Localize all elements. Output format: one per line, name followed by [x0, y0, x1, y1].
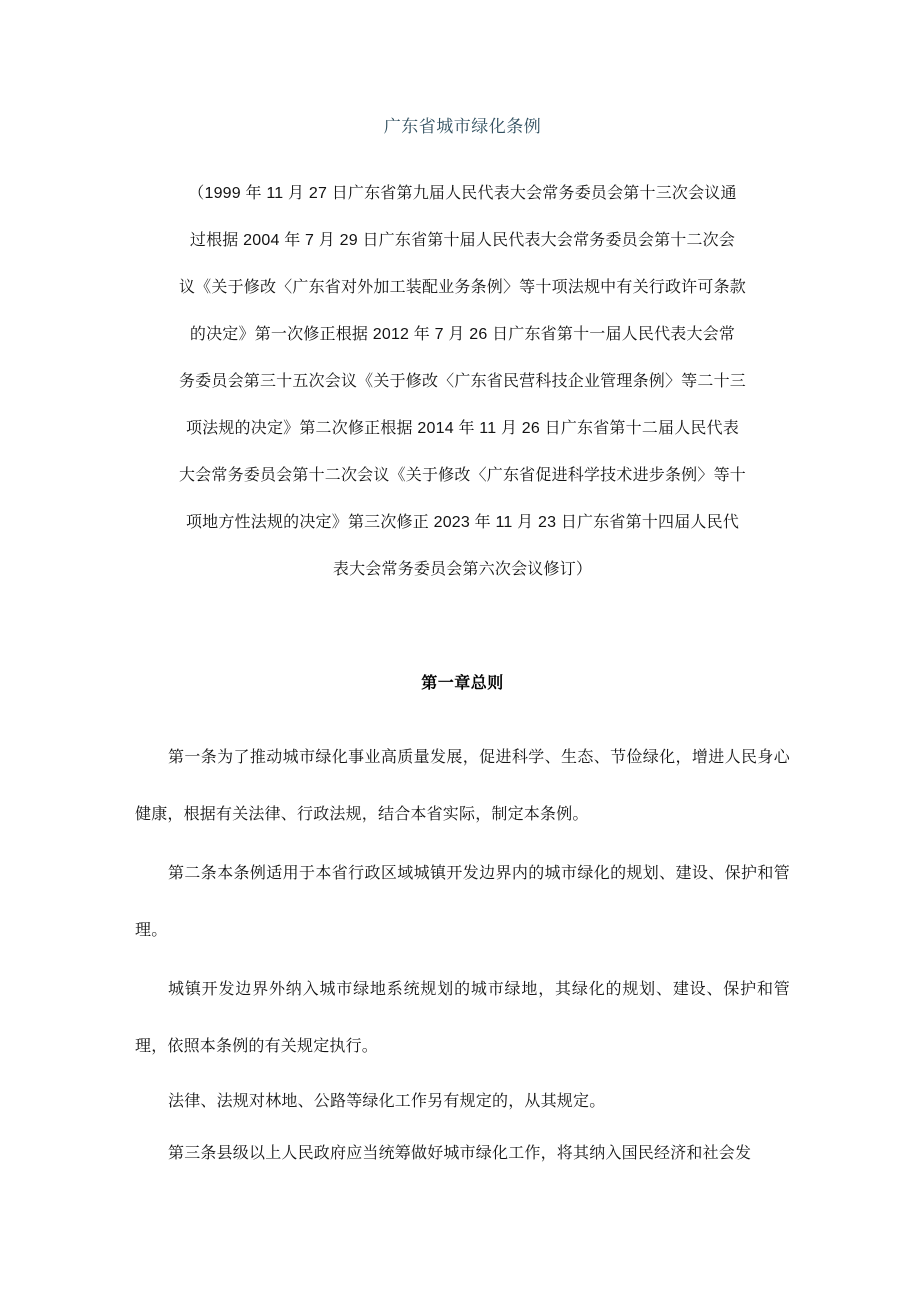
- preamble-line: 议《关于修改〈广东省对外加工装配业务条例〉等十项法规中有关行政许可条款: [178, 279, 746, 296]
- preamble-line: 过根据 2004 年 7 月 29 日广东省第十届人民代表大会常务委员会第十二次会: [189, 232, 736, 249]
- article-paragraph: 城镇开发边界外纳入城市绿地系统规划的城市绿地，其绿化的规划、建设、保护和管理，依照本条例的有关规定执行。: [135, 981, 790, 1055]
- preamble-line: 务委员会第三十五次会议《关于修改〈广东省民营科技企业管理条例〉等二十三: [178, 373, 746, 390]
- document-content: [135, 0, 790, 1179]
- preamble-block: [135, 142, 790, 593]
- article-body: [135, 699, 790, 1179]
- article-paragraph: 法律、法规对林地、公路等绿化工作另有规定的，从其规定。: [168, 1093, 606, 1110]
- preamble-line: 表大会常务委员会第六次会议修订）: [332, 561, 593, 578]
- preamble-line: 的决定》第一次修正根据 2012 年 7 月 26 日广东省第十一届人民代表大会常: [189, 326, 736, 343]
- preamble-line: 项法规的决定》第二次修正根据 2014 年 11 月 26 日广东省第十二届人民代表: [185, 420, 740, 437]
- preamble-line: （1999 年 11 月 27 日广东省第九届人民代表大会常务委员会第十三次会议通: [188, 185, 737, 202]
- article-paragraph: 第一条为了推动城市绿化事业高质量发展，促进科学、生态、节俭绿化，增进人民身心健康，根据有关法律、行政法规，结合本省实际，制定本条例。: [135, 749, 790, 823]
- article-paragraph: 第二条本条例适用于本省行政区域城镇开发边界内的城市绿化的规划、建设、保护和管理。: [135, 865, 790, 939]
- article-paragraph: 第三条县级以上人民政府应当统筹做好城市绿化工作，将其纳入国民经济和社会发: [168, 1145, 752, 1162]
- preamble-line: 项地方性法规的决定》第三次修正 2023 年 11 月 23 日广东省第十四届人民代: [185, 514, 740, 531]
- chapter-heading: 第一章总则: [421, 675, 504, 692]
- preamble-line: 大会常务委员会第十二次会议《关于修改〈广东省促进科学技术进步条例〉等十: [178, 467, 746, 484]
- page-title: 广东省城市绿化条例: [383, 117, 542, 136]
